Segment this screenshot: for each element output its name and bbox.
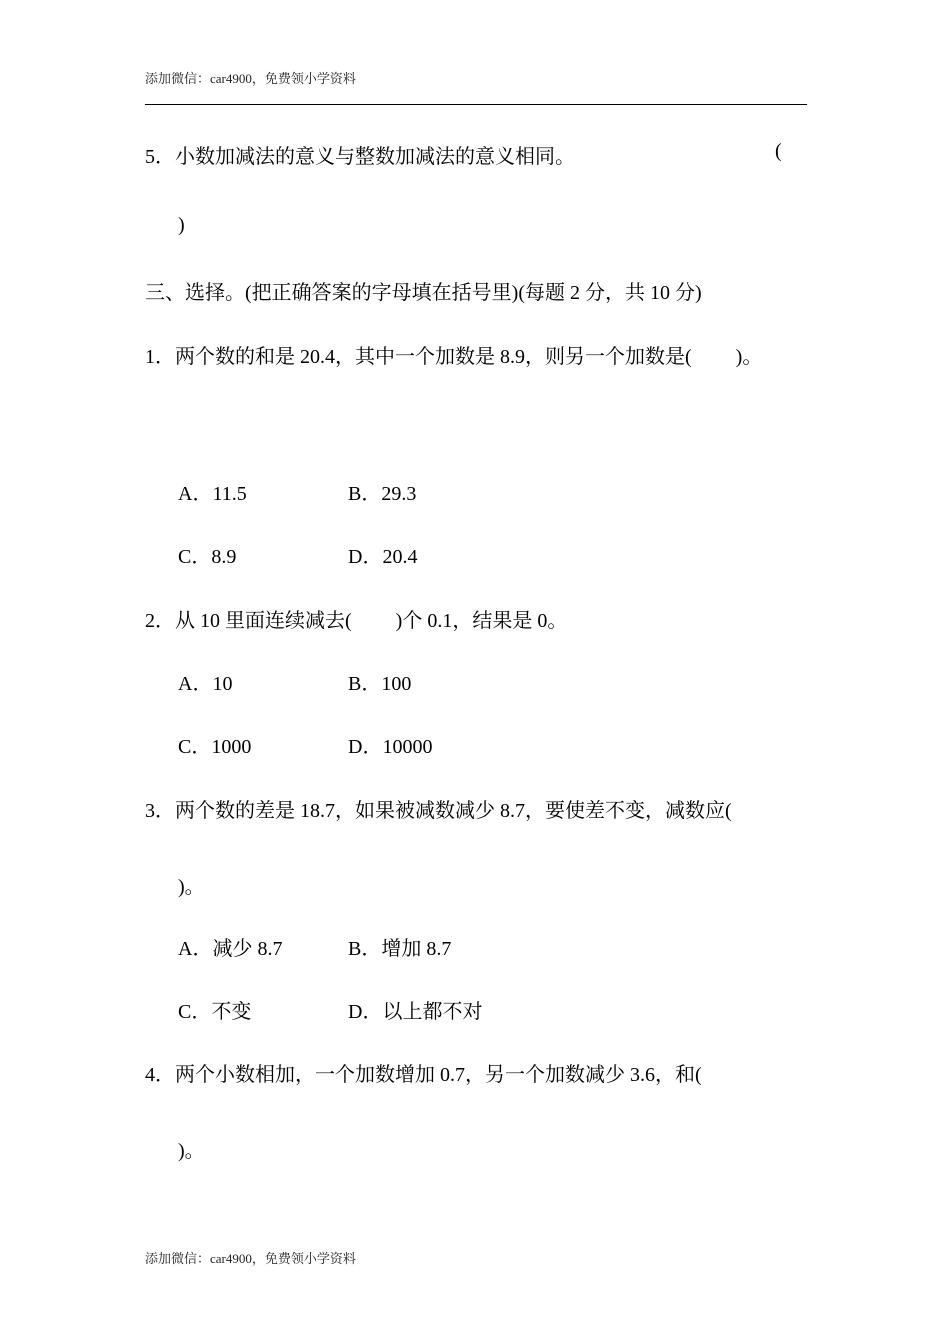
question-3-option-d: D．以上都不对	[348, 1001, 483, 1023]
question-1-stem	[145, 340, 762, 369]
question-1-option-a: A．11.5	[178, 483, 247, 505]
question-3-option-a: A．减少 8.7	[178, 938, 283, 960]
question-2-option-d: D．10000	[348, 736, 433, 758]
question-4-stem: 4．两个小数相加，一个加数增加 0.7，另一个加数减少 3.6，和(	[145, 1064, 702, 1086]
header-divider	[145, 104, 807, 105]
question-3-option-c: C．不变	[178, 1001, 252, 1023]
question-1-stem-before: 1．两个数的和是 20.4，其中一个加数是 8.9，则另一个加数是(	[145, 346, 692, 368]
judge-q5-close-paren: )	[178, 214, 185, 236]
judge-q5-text: 5．小数加减法的意义与整数加减法的意义相同。	[145, 146, 575, 168]
judge-q5-open-paren: (	[775, 140, 782, 162]
question-3-option-b: B．增加 8.7	[348, 938, 452, 960]
question-1-option-d: D．20.4	[348, 546, 418, 568]
page-header: 添加微信：car4900，免费领小学资料	[145, 71, 356, 86]
question-1-stem-after: )。	[735, 346, 763, 368]
question-2-stem	[145, 604, 567, 633]
question-1-option-b: B．29.3	[348, 483, 417, 505]
question-2-option-c: C．1000	[178, 736, 252, 758]
question-2-option-a: A．10	[178, 673, 233, 695]
question-2-stem-after: )个 0.1，结果是 0。	[395, 610, 568, 632]
question-2-stem-before: 2．从 10 里面连续减去(	[145, 610, 352, 632]
question-2-option-b: B．100	[348, 673, 412, 695]
question-3-stem-cont: )。	[178, 876, 205, 898]
page-footer: 添加微信：car4900，免费领小学资料	[145, 1251, 356, 1266]
question-3-stem: 3．两个数的差是 18.7，如果被减数减少 8.7，要使差不变，减数应(	[145, 800, 732, 822]
section-title: 三、选择。(把正确答案的字母填在括号里)(每题 2 分，共 10 分)	[145, 282, 702, 304]
question-1-option-c: C．8.9	[178, 546, 237, 568]
question-4-stem-cont: )。	[178, 1140, 205, 1162]
